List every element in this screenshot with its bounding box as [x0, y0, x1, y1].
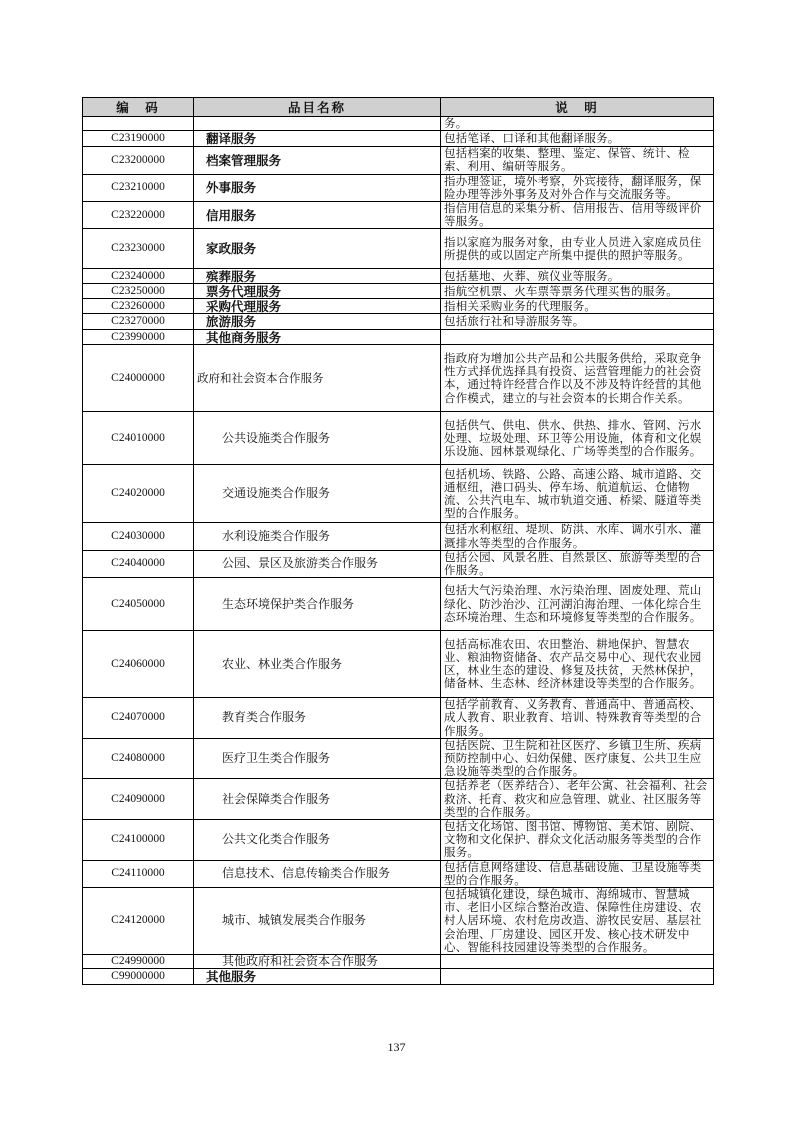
item-name: 教育类合作服务: [194, 698, 441, 739]
item-description: 包括养老（医养结合）、老年公寓、社会福利、社会救济、托育、救灾和应急管理、就业、社区服务等类型的合作服务。: [441, 779, 714, 820]
item-name: 信息技术、信息传输类合作服务: [194, 860, 441, 887]
item-code: C24010000: [83, 412, 194, 465]
item-description: 包括信息网络建设、信息基础设施、卫星设施等类型的合作服务。: [441, 860, 714, 887]
table-row: [83, 229, 714, 269]
item-name: 其他政府和社会资本合作服务: [194, 955, 441, 969]
item-name: 票务代理服务: [194, 284, 441, 299]
item-description: 包括高标准农田、农田整治、耕地保护、智慧农业、粮油物资储备、农产品交易中心、现代农业园区，林业生态的建设、修复及扶贫，天然林保护，储备林、生态林、经济林建设等类型的合作服务。: [441, 631, 714, 698]
table-row: [83, 269, 714, 284]
table-row: [83, 174, 714, 201]
item-name: 政府和社会资本合作服务: [194, 345, 441, 412]
item-code: C24020000: [83, 465, 194, 523]
header-desc: 说 明: [441, 98, 714, 117]
item-name: 农业、林业类合作服务: [194, 631, 441, 698]
item-name: 社会保障类合作服务: [194, 779, 441, 820]
item-code: C23210000: [83, 174, 194, 201]
item-code: C24040000: [83, 550, 194, 577]
item-name: 采购代理服务: [194, 299, 441, 314]
item-description: 指政府为增加公共产品和公共服务供给，采取竞争性方式择优选择具有投资、运营管理能力的社会资本，通过特许经营合作以及不涉及特许经营的其他合作模式，建立的与社会资本的长期合作关系。: [441, 345, 714, 412]
table-row: [83, 523, 714, 550]
item-code: C23250000: [83, 284, 194, 299]
table-row: [83, 284, 714, 299]
item-description: 务。: [441, 117, 714, 131]
item-code: C24110000: [83, 860, 194, 887]
table-row: [83, 202, 714, 229]
table-row: [83, 779, 714, 820]
item-name: 档案管理服务: [194, 147, 441, 174]
item-code: C24000000: [83, 345, 194, 412]
item-description: 包括墓地、火葬、殡仪业等服务。: [441, 269, 714, 284]
item-description: 包括水利枢纽、堤坝、防洪、水库、调水引水、灌溉排水等类型的合作服务。: [441, 523, 714, 550]
item-description: 指信用信息的采集分析、信用报告、信用等级评价等服务。: [441, 202, 714, 229]
table-row: [83, 969, 714, 985]
item-code: C23270000: [83, 314, 194, 330]
item-code: C23200000: [83, 147, 194, 174]
item-code: [83, 117, 194, 131]
table-row: [83, 131, 714, 147]
item-name: 医疗卫生类合作服务: [194, 738, 441, 779]
table-row: [83, 578, 714, 631]
table-row: [83, 820, 714, 861]
item-description: 包括城镇化建设，绿色城市、海绵城市、智慧城市、老旧小区综合整治改造、保障性住房建设、农村人居环境、农村危房改造、游牧民安居、基层社会治理、厂房建设、园区开发、核心技术研发中心、智能科技园建设等类型的合作服务。: [441, 888, 714, 955]
item-code: C23190000: [83, 131, 194, 147]
item-description: [441, 969, 714, 985]
item-name: 信用服务: [194, 202, 441, 229]
item-description: 包括大气污染治理、水污染治理、固废处理、荒山绿化、防沙治沙、江河湖泊海治理、一体化综合生态环境治理、生态和环境修复等类型的合作服务。: [441, 578, 714, 631]
header-row: [83, 98, 714, 117]
item-code: C24120000: [83, 888, 194, 955]
item-code: C24100000: [83, 820, 194, 861]
item-code: C23240000: [83, 269, 194, 284]
table-row: [83, 465, 714, 523]
item-name: 其他服务: [194, 969, 441, 985]
item-description: 包括机场、铁路、公路、高速公路、城市道路、交通枢纽，港口码头、停车场、航道航运、仓储物流、公共汽电车、城市轨道交通、桥梁、隧道等类型的合作服务。: [441, 465, 714, 523]
item-description: 包括学前教育、义务教育、普通高中、普通高校、成人教育、职业教育、培训、特殊教育等类型的合作服务。: [441, 698, 714, 739]
table-row: [83, 860, 714, 887]
table-row: [83, 738, 714, 779]
item-description: 包括文化场馆、图书馆、博物馆、美术馆、剧院、文物和文化保护、群众文化活动服务等类型的合作服务。: [441, 820, 714, 861]
item-code: C23260000: [83, 299, 194, 314]
table-row: [83, 330, 714, 345]
item-description: [441, 330, 714, 345]
table-row: [83, 888, 714, 955]
item-name: 其他商务服务: [194, 330, 441, 345]
item-code: C24080000: [83, 738, 194, 779]
item-description: 指航空机票、火车票等票务代理买售的服务。: [441, 284, 714, 299]
item-name: 交通设施类合作服务: [194, 465, 441, 523]
item-description: 包括笔译、口译和其他翻译服务。: [441, 131, 714, 147]
item-code: C24030000: [83, 523, 194, 550]
item-description: 指办理签证，境外考察，外宾接待，翻译服务，保险办理等涉外事务及对外合作与交流服务等。: [441, 174, 714, 201]
table-row: [83, 412, 714, 465]
item-code: C24990000: [83, 955, 194, 969]
catalog-table: [82, 97, 714, 985]
item-code: C24070000: [83, 698, 194, 739]
table-row: [83, 117, 714, 131]
item-description: 指以家庭为服务对象，由专业人员进入家庭成员住所提供的或以固定产所集中提供的照护等服务。: [441, 229, 714, 269]
item-description: 指相关采购业务的代理服务。: [441, 299, 714, 314]
header-name: 品目名称: [194, 98, 441, 117]
item-description: 包括医院、卫生院和社区医疗、乡镇卫生所、疾病预防控制中心、妇幼保健、医疗康复、公共卫生应急设施等类型的合作服务。: [441, 738, 714, 779]
header-code: 编 码: [83, 98, 194, 117]
table-row: [83, 314, 714, 330]
item-name: 城市、城镇发展类合作服务: [194, 888, 441, 955]
page-number: 137: [387, 1040, 406, 1054]
item-code: C23230000: [83, 229, 194, 269]
item-name: 翻译服务: [194, 131, 441, 147]
table-header: [83, 98, 714, 117]
item-name: 家政服务: [194, 229, 441, 269]
item-name: 公园、景区及旅游类合作服务: [194, 550, 441, 577]
item-description: 包括旅行社和导游服务等。: [441, 314, 714, 330]
item-code: C24090000: [83, 779, 194, 820]
item-code: C23990000: [83, 330, 194, 345]
item-name: 外事服务: [194, 174, 441, 201]
item-name: 公共文化类合作服务: [194, 820, 441, 861]
item-name: 殡葬服务: [194, 269, 441, 284]
item-name: [194, 117, 441, 131]
table-row: [83, 147, 714, 174]
table-row: [83, 955, 714, 969]
item-name: 旅游服务: [194, 314, 441, 330]
item-name: 水利设施类合作服务: [194, 523, 441, 550]
item-description: [441, 955, 714, 969]
item-description: 包括公园、风景名胜、自然景区、旅游等类型的合作服务。: [441, 550, 714, 577]
table-row: [83, 345, 714, 412]
table-body: [83, 117, 714, 985]
item-code: C24060000: [83, 631, 194, 698]
table-row: [83, 631, 714, 698]
table-row: [83, 299, 714, 314]
item-code: C23220000: [83, 202, 194, 229]
item-name: 公共设施类合作服务: [194, 412, 441, 465]
item-code: C99000000: [83, 969, 194, 985]
item-description: 包括档案的收集、整理、鉴定、保管、统计、检索、利用、编研等服务。: [441, 147, 714, 174]
item-description: 包括供气、供电、供水、供热、排水、管网、污水处理、垃圾处理、环卫等公用设施，体育和文化娱乐设施、园林景观绿化、广场等类型的合作服务。: [441, 412, 714, 465]
table-row: [83, 698, 714, 739]
item-code: C24050000: [83, 578, 194, 631]
table-row: [83, 550, 714, 577]
item-name: 生态环境保护类合作服务: [194, 578, 441, 631]
